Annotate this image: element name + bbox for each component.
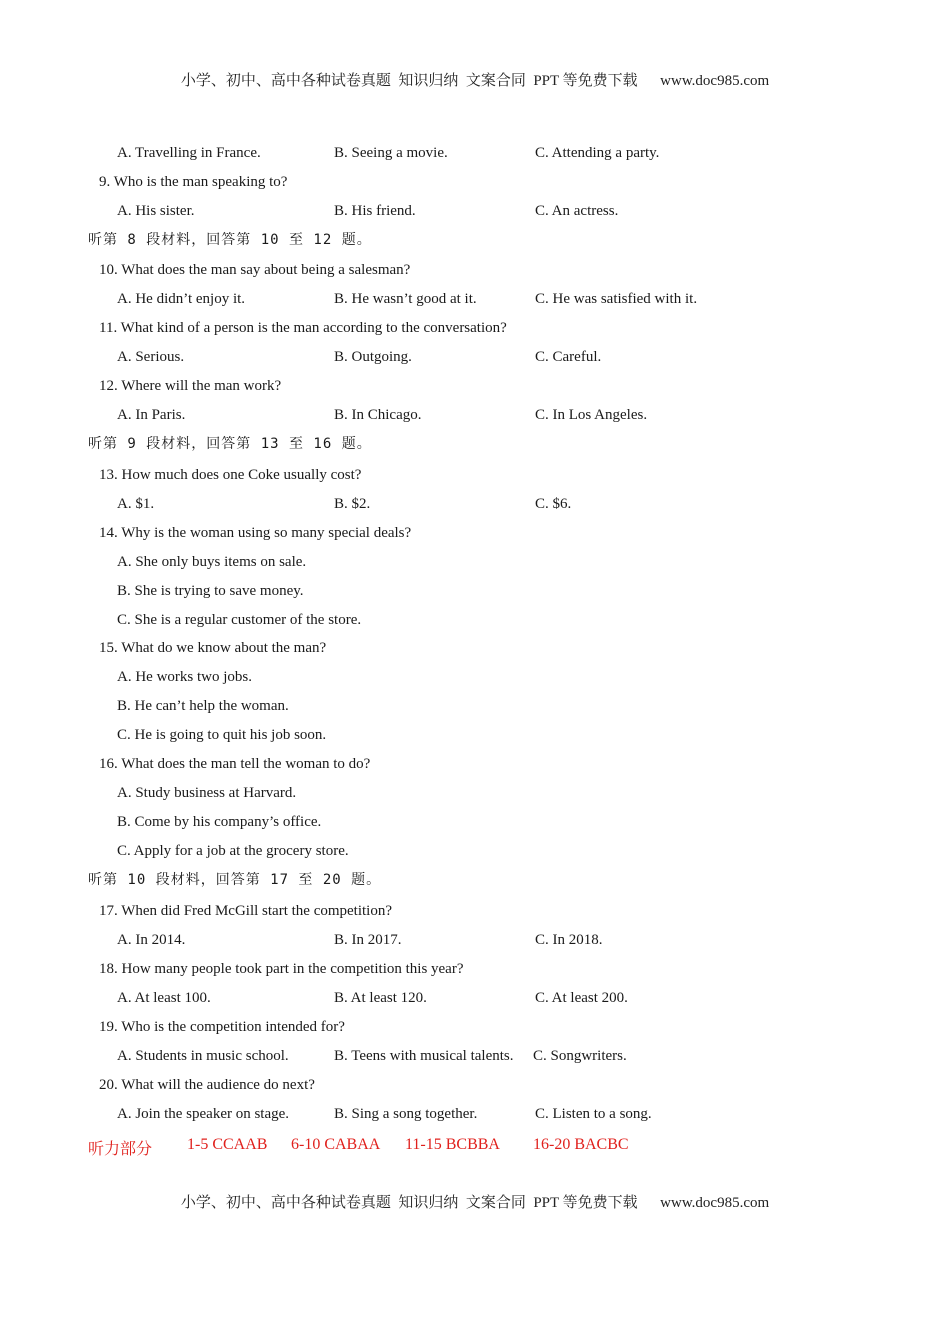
- option-c: C. She is a regular customer of the store.: [117, 612, 362, 628]
- question: 19. Who is the competition intended for?: [99, 1019, 345, 1035]
- question: 12. Where will the man work?: [99, 378, 282, 394]
- question: 16. What does the man tell the woman to do?: [99, 756, 371, 772]
- question: 18. How many people took part in the competition this year?: [99, 961, 464, 977]
- option-a: A. He didn’t enjoy it.: [117, 291, 246, 307]
- option-c: C. Attending a party.: [535, 145, 660, 161]
- option-a: A. His sister.: [117, 203, 195, 219]
- section-instruction: 听第 8 段材料，回答第 10 至 12 题。: [88, 232, 372, 248]
- page-header: 小学、初中、高中各种试卷真题 知识归纳 文案合同 PPT 等免费下载 www.doc985.com: [180, 73, 770, 89]
- option-b: B. Sing a song together.: [334, 1106, 478, 1122]
- answer-key-label: 听力部分: [88, 1141, 153, 1158]
- question: 14. Why is the woman using so many special deals?: [99, 525, 412, 541]
- option-c: C. Listen to a song.: [535, 1106, 652, 1122]
- answer-group: 11-15 BCBBA: [405, 1136, 500, 1153]
- option-c: C. He is going to quit his job soon.: [117, 727, 327, 743]
- option-a: A. Serious.: [117, 349, 185, 365]
- question: 20. What will the audience do next?: [99, 1077, 315, 1093]
- option-a: A. At least 100.: [117, 990, 211, 1006]
- option-b: B. In Chicago.: [334, 407, 422, 423]
- option-a: A. In 2014.: [117, 932, 186, 948]
- option-a: A. $1.: [117, 496, 155, 512]
- section-instruction: 听第 9 段材料，回答第 13 至 16 题。: [88, 436, 372, 452]
- answer-group: 16-20 BACBC: [533, 1136, 629, 1153]
- answer-group: 1-5 CCAAB: [187, 1136, 268, 1153]
- question: 13. How much does one Coke usually cost?: [99, 467, 362, 483]
- option-a: A. She only buys items on sale.: [117, 554, 307, 570]
- option-b: B. Come by his company’s office.: [117, 814, 322, 830]
- option-b: B. At least 120.: [334, 990, 427, 1006]
- option-b: B. His friend.: [334, 203, 416, 219]
- option-b: B. $2.: [334, 496, 371, 512]
- option-a: A. Travelling in France.: [117, 145, 261, 161]
- section-instruction: 听第 10 段材料，回答第 17 至 20 题。: [88, 872, 382, 888]
- option-c: C. Careful.: [535, 349, 602, 365]
- question: 15. What do we know about the man?: [99, 640, 327, 656]
- option-b: B. He wasn’t good at it.: [334, 291, 477, 307]
- option-b: B. Seeing a movie.: [334, 145, 448, 161]
- option-a: A. Students in music school.: [117, 1048, 289, 1064]
- option-b: B. Teens with musical talents.: [334, 1048, 514, 1064]
- option-c: C. Songwriters.: [533, 1048, 627, 1064]
- option-c: C. $6.: [535, 496, 572, 512]
- answer-group: 6-10 CABAA: [291, 1136, 381, 1153]
- option-c: C. In Los Angeles.: [535, 407, 648, 423]
- question: 17. When did Fred McGill start the competition?: [99, 903, 392, 919]
- option-a: A. Join the speaker on stage.: [117, 1106, 290, 1122]
- page-footer: 小学、初中、高中各种试卷真题 知识归纳 文案合同 PPT 等免费下载 www.doc985.com: [180, 1195, 770, 1211]
- option-c: C. At least 200.: [535, 990, 628, 1006]
- option-a: A. In Paris.: [117, 407, 186, 423]
- option-b: B. He can’t help the woman.: [117, 698, 289, 714]
- option-c: C. In 2018.: [535, 932, 603, 948]
- option-b: B. In 2017.: [334, 932, 402, 948]
- option-c: C. Apply for a job at the grocery store.: [117, 843, 349, 859]
- option-a: A. He works two jobs.: [117, 669, 252, 685]
- option-c: C. An actress.: [535, 203, 619, 219]
- question: 9. Who is the man speaking to?: [99, 174, 288, 190]
- option-c: C. He was satisfied with it.: [535, 291, 698, 307]
- question: 11. What kind of a person is the man according to the conversation?: [99, 320, 507, 336]
- option-b: B. She is trying to save money.: [117, 583, 304, 599]
- option-b: B. Outgoing.: [334, 349, 412, 365]
- option-a: A. Study business at Harvard.: [117, 785, 297, 801]
- question: 10. What does the man say about being a salesman?: [99, 262, 411, 278]
